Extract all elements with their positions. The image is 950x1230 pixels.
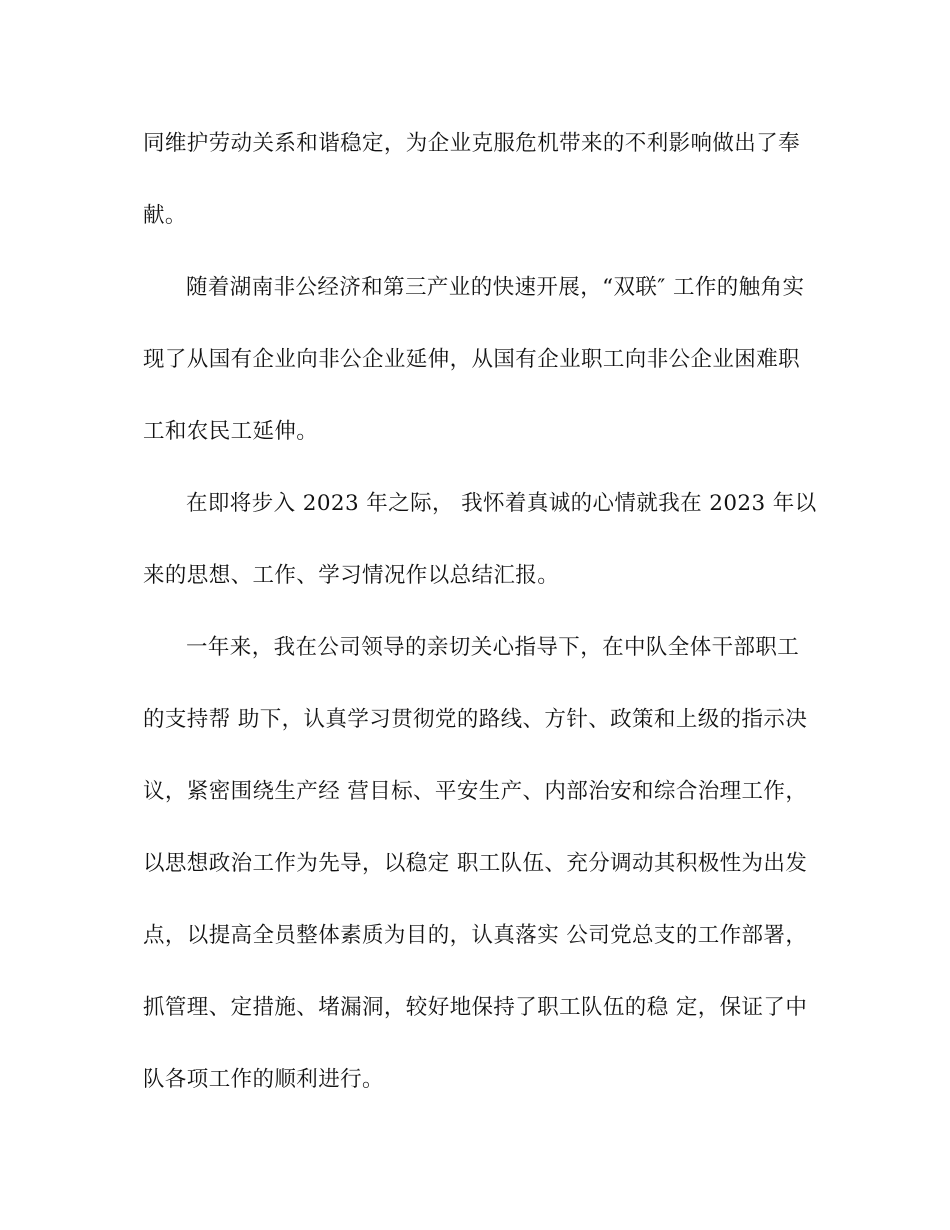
paragraph-2-line-1: 随着湖南非公经济和第三产业的快速开展，“双联″ 工作的触角实 [186, 275, 805, 300]
paragraph-3-line-2: 来的思想、工作、学习情况作以总结汇报。 [143, 563, 560, 588]
paragraph-4-line-1: 一年来，我在公司领导的亲切关心指导下，在中队全体干部职工 [186, 635, 800, 660]
paragraph-4-line-4: 以思想政治工作为先导，以稳定 职工队伍、充分调动其积极性为出发 [143, 851, 808, 876]
paragraph-4-line-3: 议，紧密围绕生产经 营目标、平安生产、内部治安和综合治理工作， [143, 779, 808, 804]
paragraph-2-line-2: 现了从国有企业向非公企业延伸，从国有企业职工向非公企业困难职 [143, 347, 801, 372]
paragraph-1-line-2: 献。 [143, 203, 187, 228]
paragraph-1-line-1: 同维护劳动关系和谐稳定，为企业克服危机带来的不利影响做出了奉 [143, 131, 801, 156]
paragraph-4-line-5: 点，以提高全员整体素质为目的，认真落实 公司党总支的工作部署， [143, 923, 808, 948]
paragraph-4-line-2: 的支持帮 助下，认真学习贯彻党的路线、方针、政策和上级的指示决 [143, 707, 808, 732]
paragraph-3-line-1: 在即将步入 2023 年之际， 我怀着真诚的心情就我在 2023 年以 [186, 491, 817, 516]
paragraph-4-line-7: 队各项工作的顺利进行。 [143, 1067, 384, 1092]
paragraph-4-line-6: 抓管理、定措施、堵漏洞，较好地保持了职工队伍的稳 定，保证了中 [143, 995, 808, 1020]
paragraph-2-line-3: 工和农民工延伸。 [143, 419, 319, 444]
